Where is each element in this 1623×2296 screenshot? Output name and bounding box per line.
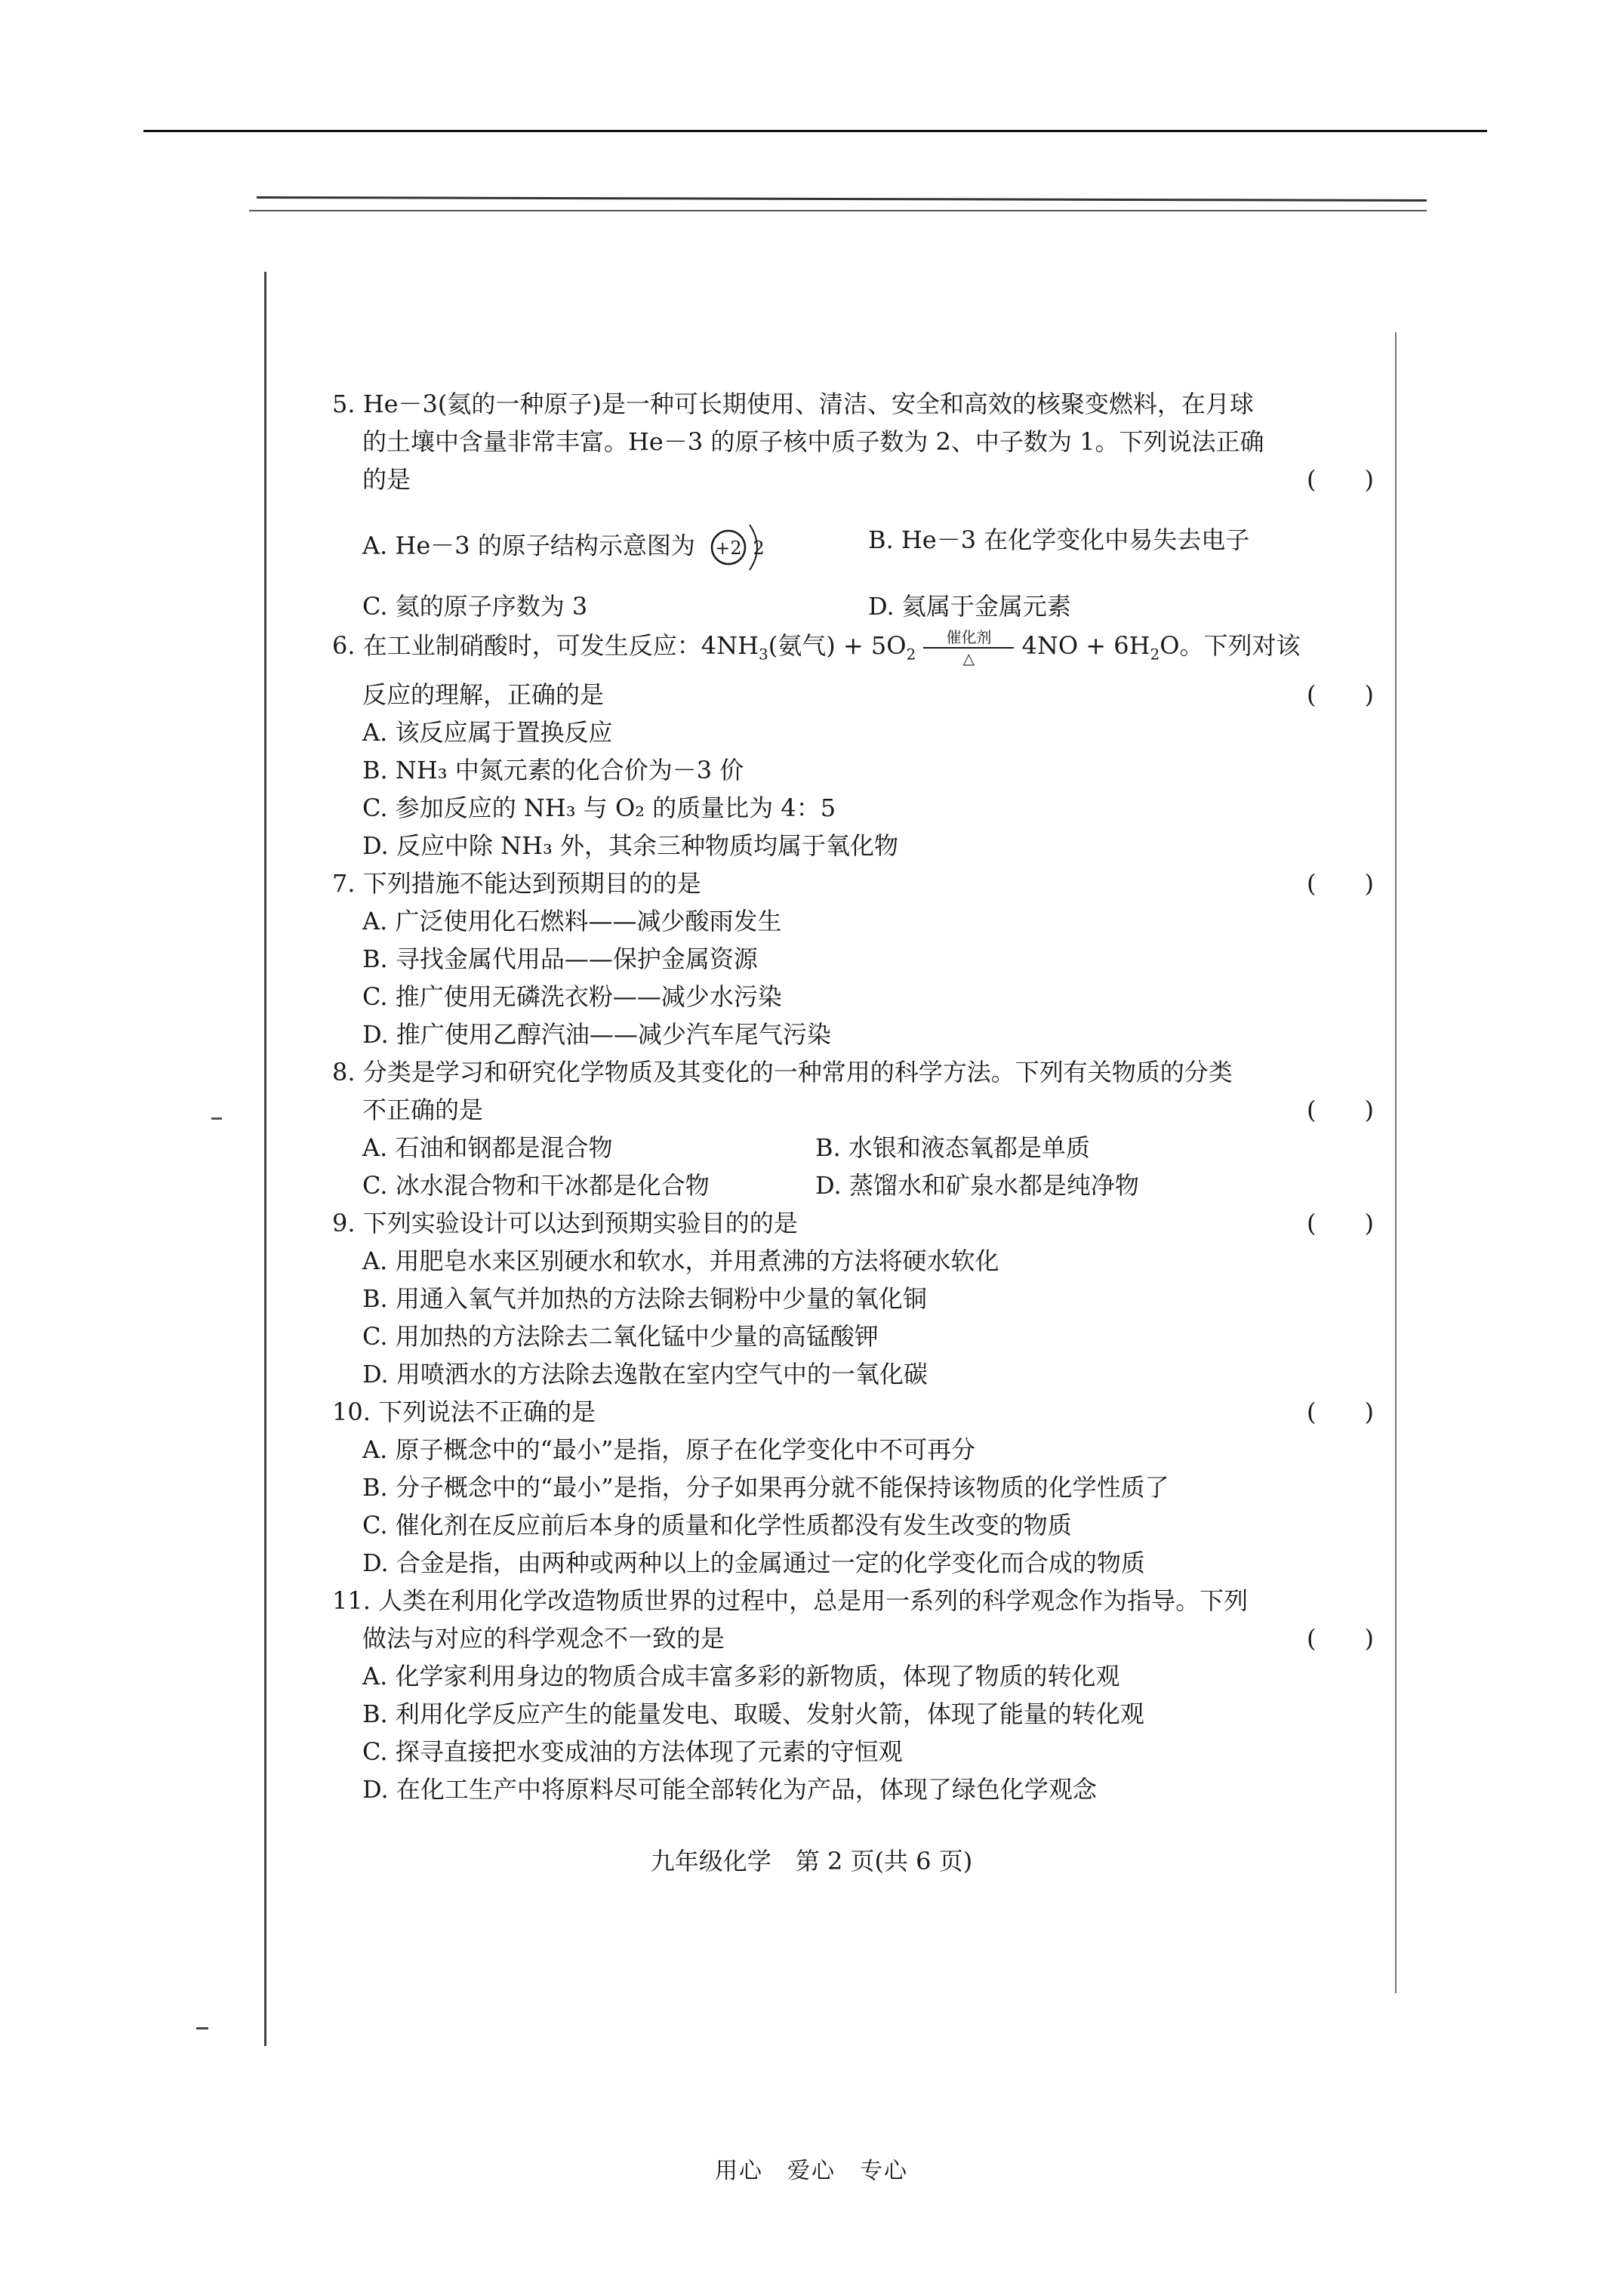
q10-option-c: C. 催化剂在反应前后本身的质量和化学性质都没有发生改变的物质 xyxy=(362,1511,1072,1539)
page-left-border xyxy=(264,272,266,2046)
q8-option-a: A. 石油和钢都是混合物 xyxy=(362,1133,613,1162)
catalyst-label: 催化剂 xyxy=(946,627,992,646)
page-footer: 九年级化学 第 2 页(共 6 页) xyxy=(650,1847,973,1875)
q11-option-c: C. 探寻直接把水变成油的方法体现了元素的守恒观 xyxy=(362,1737,903,1766)
q8-line-2: 不正确的是 xyxy=(362,1096,484,1124)
q8-answer-paren: ( ) xyxy=(1307,1096,1374,1124)
q5-line-1: 5. He－3(氦的一种原子)是一种可长期使用、清洁、安全和高效的核聚变燃料，在月球 xyxy=(332,390,1254,418)
q8-stem: 8. 分类是学习和研究化学物质及其变化的一种常用的科学方法。下列有关物质的分类 xyxy=(332,1058,1233,1086)
q7-option-b: B. 寻找金属代用品——保护金属资源 xyxy=(362,945,758,973)
q6-option-d: D. 反应中除 NH₃ 外，其余三种物质均属于氧化物 xyxy=(362,831,898,860)
q11-stem: 11. 人类在利用化学改造物质世界的过程中，总是用一系列的科学观念作为指导。下列 xyxy=(332,1586,1249,1615)
q6-stem-part: (氨气) + 5O xyxy=(768,631,907,660)
q9-option-d: D. 用喷洒水的方法除去逸散在室内空气中的一氧化碳 xyxy=(362,1360,928,1388)
heat-symbol: △ xyxy=(962,649,975,667)
page-right-border xyxy=(1395,332,1397,1993)
q7-option-c: C. 推广使用无磷洗衣粉——减少水污染 xyxy=(362,982,782,1011)
q5-option-b: B. He－3 在化学变化中易失去电子 xyxy=(868,525,1250,554)
atom-nucleus-label: +2 xyxy=(715,538,742,559)
q6-stem: 6. 在工业制硝酸时，可发生反应：$4NH_3$(氨气) + $5O_2$ 催化剂 △ $4NO + 6H_2O$。下列对该 xyxy=(332,627,1301,667)
scan-line xyxy=(257,196,1427,202)
q7-stem: 7. 下列措施不能达到预期目的的是 xyxy=(332,869,701,898)
q9-stem: 9. 下列实验设计可以达到预期实验目的的是 xyxy=(332,1209,798,1237)
q10-option-a: A. 原子概念中的“最小”是指，原子在化学变化中不可再分 xyxy=(362,1435,976,1464)
q10-option-b: B. 分子概念中的“最小”是指，分子如果再分就不能保持该物质的化学性质了 xyxy=(362,1473,1169,1502)
q8-option-c: C. 冰水混合物和干冰都是化合物 xyxy=(362,1171,710,1200)
q6-option-c: C. 参加反应的 NH₃ 与 O₂ 的质量比为 4：5 xyxy=(362,794,836,822)
q11-line-2: 做法与对应的科学观念不一致的是 xyxy=(362,1624,725,1653)
q5-line-2: 的土壤中含量非常丰富。He－3 的原子核中质子数为 2、中子数为 1。下列说法正确 xyxy=(362,427,1264,456)
q5-answer-paren: ( ) xyxy=(1307,465,1374,494)
q5-option-a xyxy=(362,521,775,574)
q7-option-a: A. 广泛使用化石燃料——减少酸雨发生 xyxy=(362,907,782,935)
q5-option-c: C. 氦的原子序数为 3 xyxy=(362,592,588,621)
atom-structure-diagram xyxy=(707,521,775,574)
q7-option-d: D. 推广使用乙醇汽油——减少汽车尾气污染 xyxy=(362,1020,831,1049)
scan-line xyxy=(249,210,1427,211)
q11-option-d: D. 在化工生产中将原料尽可能全部转化为产品，体现了绿色化学观念 xyxy=(362,1775,1097,1804)
q7-answer-paren: ( ) xyxy=(1307,869,1374,898)
q6-line-2: 反应的理解，正确的是 xyxy=(362,680,605,709)
q5-option-d: D. 氦属于金属元素 xyxy=(868,592,1071,621)
q6-stem-part: O。下列对该 xyxy=(1160,631,1301,660)
q5-option-a-text: A. He－3 的原子结构示意图为 xyxy=(362,531,695,560)
q6-stem-part: 6. 在工业制硝酸时，可发生反应：4NH xyxy=(332,631,759,660)
q11-option-a: A. 化学家利用身边的物质合成丰富多彩的新物质，体现了物质的转化观 xyxy=(362,1662,1120,1690)
q8-option-d: D. 蒸馏水和矿泉水都是纯净物 xyxy=(815,1171,1139,1200)
q10-stem: 10. 下列说法不正确的是 xyxy=(332,1398,596,1426)
q6-option-a: A. 该反应属于置换反应 xyxy=(362,718,613,747)
q8-option-b: B. 水银和液态氧都是单质 xyxy=(815,1133,1090,1162)
q6-stem-part: 4NO + 6H xyxy=(1021,631,1150,660)
q6-answer-paren: ( ) xyxy=(1307,680,1374,709)
q9-option-b: B. 用通入氧气并加热的方法除去铜粉中少量的氧化铜 xyxy=(362,1284,927,1313)
q5-line-3: 的是 xyxy=(362,465,411,494)
q10-answer-paren: ( ) xyxy=(1307,1398,1374,1426)
q9-option-a: A. 用肥皂水来区别硬水和软水，并用煮沸的方法将硬水软化 xyxy=(362,1247,999,1275)
top-rule xyxy=(143,130,1487,132)
q9-answer-paren: ( ) xyxy=(1307,1209,1374,1237)
q11-answer-paren: ( ) xyxy=(1307,1624,1374,1653)
atom-shell-electrons: 2 xyxy=(753,538,765,559)
q10-option-d: D. 合金是指，由两种或两种以上的金属通过一定的化学变化而合成的物质 xyxy=(362,1549,1145,1577)
q11-option-b: B. 利用化学反应产生的能量发电、取暖、发射火箭，体现了能量的转化观 xyxy=(362,1700,1144,1728)
scan-mark xyxy=(211,1117,222,1120)
reaction-condition xyxy=(923,629,1014,667)
q6-option-b: B. NH₃ 中氮元素的化合价为－3 价 xyxy=(362,756,744,784)
scan-mark xyxy=(196,2027,208,2029)
q9-option-c: C. 用加热的方法除去二氧化锰中少量的高锰酸钾 xyxy=(362,1322,879,1351)
bottom-tagline: 用心 爱心 专心 xyxy=(715,2158,908,2184)
